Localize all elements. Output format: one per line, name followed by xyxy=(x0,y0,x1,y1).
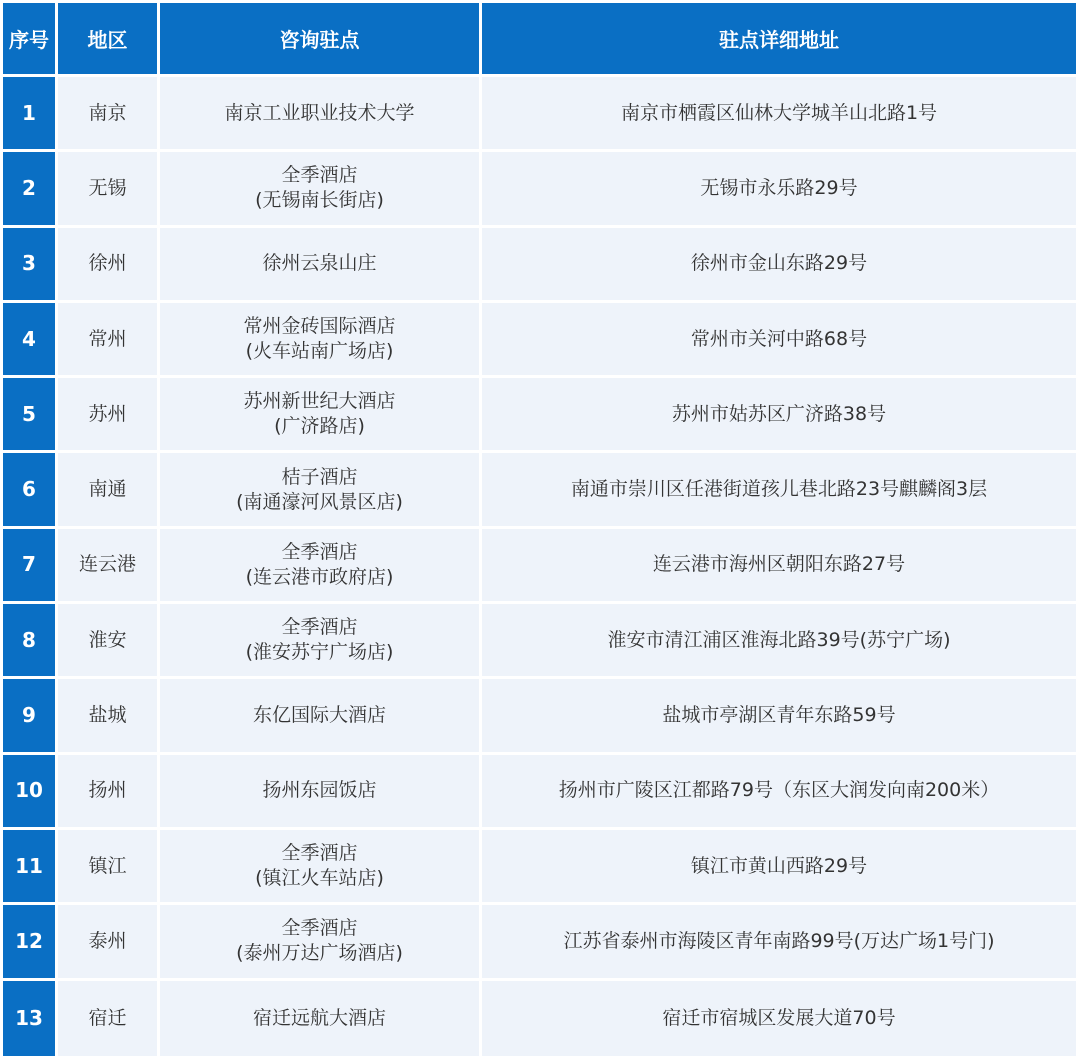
site-line: 全季酒店 xyxy=(281,842,358,865)
row-seq: 3 xyxy=(3,228,58,303)
row-address: 连云港市海州区朝阳东路27号 xyxy=(482,529,1076,604)
site-line: 南京工业职业技术大学 xyxy=(224,101,415,124)
row-seq: 13 xyxy=(3,981,58,1056)
row-seq: 7 xyxy=(3,529,58,604)
row-seq: 5 xyxy=(3,378,58,453)
site-line: (广济路店) xyxy=(274,415,365,438)
row-site xyxy=(160,981,482,1056)
header-row xyxy=(3,3,1076,77)
row-site xyxy=(160,529,482,604)
header-address: 驻点详细地址 xyxy=(482,3,1076,77)
row-site xyxy=(160,830,482,905)
row-seq: 10 xyxy=(3,755,58,830)
row-region: 苏州 xyxy=(58,378,160,453)
row-seq: 12 xyxy=(3,905,58,980)
row-seq: 6 xyxy=(3,453,58,528)
header-region: 地区 xyxy=(58,3,160,77)
site-line: (淮安苏宁广场店) xyxy=(245,641,394,664)
row-region: 扬州 xyxy=(58,755,160,830)
header-seq: 序号 xyxy=(3,3,58,77)
row-address: 徐州市金山东路29号 xyxy=(482,228,1076,303)
row-site xyxy=(160,303,482,378)
site-line: 全季酒店 xyxy=(281,917,358,940)
table-row xyxy=(3,604,1076,679)
row-address: 盐城市亭湖区青年东路59号 xyxy=(482,679,1076,754)
site-line: 桔子酒店 xyxy=(281,465,358,488)
table-row xyxy=(3,152,1076,227)
site-line: 全季酒店 xyxy=(281,164,358,187)
row-seq: 9 xyxy=(3,679,58,754)
site-line: 全季酒店 xyxy=(281,616,358,639)
row-site xyxy=(160,604,482,679)
row-site xyxy=(160,228,482,303)
header-site: 咨询驻点 xyxy=(160,3,482,77)
row-seq: 4 xyxy=(3,303,58,378)
row-site xyxy=(160,755,482,830)
table-row xyxy=(3,303,1076,378)
row-region: 南京 xyxy=(58,77,160,152)
site-line: 宿迁远航大酒店 xyxy=(252,1006,386,1029)
site-line: 东亿国际大酒店 xyxy=(252,704,386,727)
site-line: 扬州东园饭店 xyxy=(262,779,377,802)
table-row xyxy=(3,228,1076,303)
row-address: 南京市栖霞区仙林大学城羊山北路1号 xyxy=(482,77,1076,152)
site-line: 徐州云泉山庄 xyxy=(262,252,377,275)
row-address: 苏州市姑苏区广济路38号 xyxy=(482,378,1076,453)
site-line: (泰州万达广场酒店) xyxy=(236,942,403,965)
row-region: 泰州 xyxy=(58,905,160,980)
row-address: 南通市崇川区任港街道孩儿巷北路23号麒麟阁3层 xyxy=(482,453,1076,528)
row-region: 徐州 xyxy=(58,228,160,303)
row-site xyxy=(160,378,482,453)
row-address: 江苏省泰州市海陵区青年南路99号(万达广场1号门) xyxy=(482,905,1076,980)
site-line: (南通濠河风景区店) xyxy=(236,490,403,513)
row-seq: 2 xyxy=(3,152,58,227)
consult-sites-table xyxy=(3,3,1076,1056)
row-address: 扬州市广陵区江都路79号（东区大润发向南200米） xyxy=(482,755,1076,830)
table-row xyxy=(3,830,1076,905)
table-row xyxy=(3,453,1076,528)
table-row xyxy=(3,981,1076,1056)
row-region: 南通 xyxy=(58,453,160,528)
row-site xyxy=(160,453,482,528)
table-body xyxy=(3,77,1076,1056)
row-seq: 8 xyxy=(3,604,58,679)
row-site xyxy=(160,77,482,152)
table-row xyxy=(3,378,1076,453)
site-line: (连云港市政府店) xyxy=(245,565,394,588)
table-row xyxy=(3,529,1076,604)
row-seq: 1 xyxy=(3,77,58,152)
row-region: 宿迁 xyxy=(58,981,160,1056)
site-line: 全季酒店 xyxy=(281,540,358,563)
table-row xyxy=(3,755,1076,830)
site-line: (火车站南广场店) xyxy=(245,340,394,363)
row-region: 无锡 xyxy=(58,152,160,227)
row-site xyxy=(160,152,482,227)
table-row xyxy=(3,679,1076,754)
row-address: 镇江市黄山西路29号 xyxy=(482,830,1076,905)
row-address: 无锡市永乐路29号 xyxy=(482,152,1076,227)
row-address: 常州市关河中路68号 xyxy=(482,303,1076,378)
row-site xyxy=(160,679,482,754)
site-line: 常州金砖国际酒店 xyxy=(243,315,396,338)
row-region: 盐城 xyxy=(58,679,160,754)
table-row xyxy=(3,77,1076,152)
table-row xyxy=(3,905,1076,980)
site-line: 苏州新世纪大酒店 xyxy=(243,390,396,413)
site-line: (无锡南长街店) xyxy=(255,189,384,212)
row-region: 镇江 xyxy=(58,830,160,905)
row-address: 淮安市清江浦区淮海北路39号(苏宁广场) xyxy=(482,604,1076,679)
row-site xyxy=(160,905,482,980)
row-address: 宿迁市宿城区发展大道70号 xyxy=(482,981,1076,1056)
row-seq: 11 xyxy=(3,830,58,905)
row-region: 淮安 xyxy=(58,604,160,679)
row-region: 连云港 xyxy=(58,529,160,604)
site-line: (镇江火车站店) xyxy=(255,867,384,890)
row-region: 常州 xyxy=(58,303,160,378)
